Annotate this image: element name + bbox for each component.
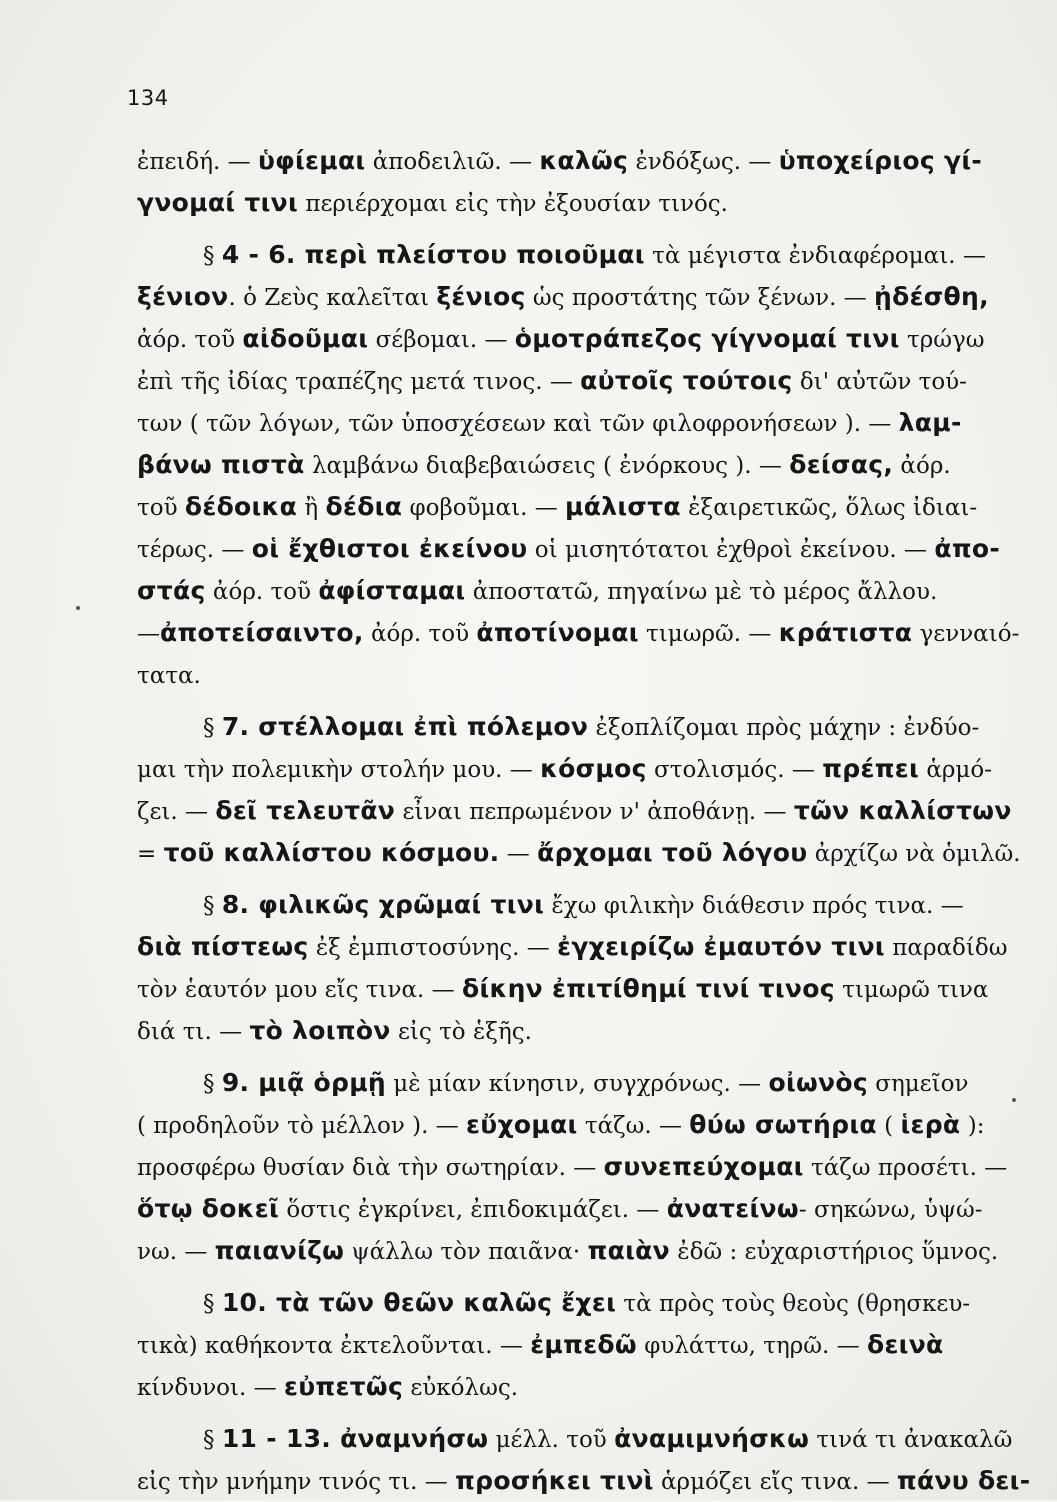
- headword: ὅτῳ δοκεῖ: [137, 1194, 280, 1223]
- gloss-text: τὰ μέγιστα ἐνδιαφέρομαι. —: [644, 243, 986, 269]
- headword: μάλιστα: [565, 492, 681, 521]
- headword: πρέπει: [822, 754, 920, 783]
- gloss-text: τικὰ) καθήκοντα ἐκτελοῦνται. —: [137, 1333, 531, 1359]
- gloss-text: φυλάττω, τηρῶ. —: [636, 1333, 867, 1359]
- gloss-text: ( προδηλοῦν τὸ μέλλον ). —: [137, 1113, 467, 1139]
- headword: ὁμοτράπεζος γίγνομαί τινι: [514, 324, 900, 353]
- headword: αὐτοῖς τούτοις: [580, 366, 793, 395]
- text-line: [137, 1460, 1037, 1502]
- gloss-text: ἁρμό-: [919, 757, 992, 783]
- text-line: [137, 182, 1037, 224]
- gloss-text: σέβομαι. —: [368, 327, 515, 353]
- headword: ἀποτίνομαι: [476, 618, 639, 647]
- headword: ἱερὰ: [900, 1110, 961, 1139]
- glossary-text-block: [137, 140, 1037, 1502]
- gloss-text: τινά τι ἀνακαλῶ: [809, 1427, 1013, 1453]
- gloss-text: κίνδυνοι. —: [137, 1375, 284, 1401]
- text-line: [137, 486, 1037, 528]
- gloss-text: ἐνδόξως. —: [628, 149, 779, 175]
- headword: 9. μιᾷ ὁρμῇ: [221, 1068, 386, 1097]
- gloss-text: ἀόρ. τοῦ: [205, 579, 319, 605]
- section-start-line: [137, 1418, 1037, 1460]
- text-line: [137, 926, 1037, 968]
- headword: 11 - 13. ἀναμνήσω: [221, 1424, 489, 1453]
- headword: ἄρχομαι τοῦ λόγου: [537, 838, 808, 867]
- gloss-text: §: [203, 243, 222, 269]
- gloss-text: τρώγω: [899, 327, 985, 353]
- headword: ξένιος: [436, 282, 526, 311]
- headword: γνομαί τινι: [137, 188, 299, 217]
- text-line: [137, 1146, 1037, 1188]
- gloss-text: ἀόρ. τοῦ: [137, 327, 243, 353]
- headword: εὐπετῶς: [283, 1372, 404, 1401]
- headword: στάς: [137, 576, 206, 605]
- gloss-text: εἰς τὴν μνήμην τινός τι. —: [137, 1469, 456, 1495]
- headword: ἀποτείσαιντο,: [160, 618, 364, 647]
- headword: διὰ πίστεως: [137, 932, 309, 961]
- gloss-text: τέρως. —: [137, 537, 252, 563]
- headword: ὑφίεμαι: [257, 146, 366, 175]
- headword: κόσμος: [540, 754, 647, 783]
- headword: ἀπο-: [934, 534, 1001, 563]
- text-line: [137, 1010, 1037, 1052]
- headword: ἀφίσταμαι: [318, 576, 466, 605]
- gloss-text: εἶναι πεπρωμένον ν' ἀποθάνῃ. —: [395, 799, 794, 825]
- print-speck: [1012, 1098, 1016, 1102]
- text-line: [137, 832, 1037, 874]
- gloss-text: τὸν ἑαυτόν μου εἴς τινα. —: [137, 977, 462, 1003]
- gloss-text: φοβοῦμαι. —: [402, 495, 566, 521]
- headword: οἰωνὸς: [768, 1068, 868, 1097]
- gloss-text: εὐκόλως.: [403, 1375, 519, 1401]
- text-line: [137, 1230, 1037, 1272]
- gloss-text: ἐξαιρετικῶς, ὅλως ἰδιαι-: [680, 495, 978, 521]
- section-start-line: [137, 1062, 1037, 1104]
- gloss-text: λαμβάνω διαβεβαιώσεις ( ἐνόρκους ). —: [304, 453, 790, 479]
- headword: τὸ λοιπὸν: [249, 1016, 391, 1045]
- text-line: [137, 612, 1037, 654]
- gloss-text: ἔχω φιλικὴν διάθεσιν πρός τινα. —: [544, 893, 964, 919]
- gloss-text: ἀόρ. τοῦ: [363, 621, 477, 647]
- headword: προσήκει τινὶ: [455, 1466, 654, 1495]
- gloss-text: προσφέρω θυσίαν διὰ τὴν σωτηρίαν. —: [137, 1155, 604, 1181]
- gloss-text: ἐξοπλίζομαι πρὸς μάχην : ἐνδύο-: [588, 715, 980, 741]
- gloss-text: . ὁ Ζεὺς καλεῖται: [228, 285, 437, 311]
- gloss-text: ἁρμόζει εἴς τινα. —: [653, 1469, 897, 1495]
- text-line: [137, 276, 1037, 318]
- text-line: [137, 444, 1037, 486]
- headword: αἰδοῦμαι: [242, 324, 369, 353]
- gloss-text: ἢ: [297, 495, 326, 521]
- text-line: [137, 570, 1037, 612]
- gloss-text: ἐδῶ : εὐχαριστήριος ὕμνος.: [669, 1239, 999, 1265]
- headword: ἐγχειρίζω ἐμαυτόν τινι: [557, 932, 885, 961]
- gloss-text: ):: [960, 1113, 985, 1139]
- text-line: [137, 1324, 1037, 1366]
- gloss-text: ἀποστατῶ, πηγαίνω μὲ τὸ μέρος ἄλλου.: [465, 579, 938, 605]
- headword: ξένιον: [137, 282, 229, 311]
- headword: δέδια: [325, 492, 403, 521]
- gloss-text: των ( τῶν λόγων, τῶν ὑποσχέσεων καὶ τῶν φιλοφρονήσεων ). —: [137, 411, 899, 437]
- headword: εὔχομαι: [466, 1110, 578, 1139]
- gloss-text: §: [203, 893, 222, 919]
- gloss-text: μέλλ. τοῦ: [488, 1427, 615, 1453]
- gloss-text: οἱ μισητότατοι ἐχθροὶ ἐκείνου. —: [527, 537, 935, 563]
- text-line: [137, 1104, 1037, 1146]
- gloss-text: - σηκώνω, ὑψώ-: [798, 1197, 983, 1223]
- gloss-text: ζει. —: [137, 799, 216, 825]
- text-line: [137, 402, 1037, 444]
- gloss-text: §: [203, 1071, 222, 1097]
- gloss-text: στολισμός. —: [646, 757, 823, 783]
- gloss-text: ὡς προστάτης τῶν ξένων. —: [525, 285, 874, 311]
- headword: δεῖ τελευτᾶν: [215, 796, 396, 825]
- gloss-text: ἐξ ἐμπιστοσύνης. —: [308, 935, 558, 961]
- gloss-text: (: [876, 1113, 901, 1139]
- headword: ἐμπεδῶ: [530, 1330, 637, 1359]
- gloss-text: ἀρχίζω νὰ ὁμιλῶ.: [807, 841, 1021, 867]
- text-line: [137, 1366, 1037, 1408]
- headword: συνεπεύχομαι: [603, 1152, 804, 1181]
- headword: 7. στέλλομαι ἐπὶ πόλεμον: [221, 712, 589, 741]
- gloss-text: —: [499, 841, 538, 867]
- headword: τῶν καλλίστων: [793, 796, 1012, 825]
- headword: ἀνατείνω: [666, 1194, 799, 1223]
- text-line: [137, 790, 1037, 832]
- headword: πάνυ δει-: [896, 1466, 1031, 1495]
- text-line: [137, 360, 1037, 402]
- headword: οἱ ἔχθιστοι ἐκείνου: [251, 534, 528, 563]
- section-start-line: [137, 706, 1037, 748]
- headword: λαμ-: [898, 408, 962, 437]
- section-start-line: [137, 884, 1037, 926]
- gloss-text: νω. —: [137, 1239, 215, 1265]
- text-line: [137, 318, 1037, 360]
- text-line: [137, 1188, 1037, 1230]
- print-speck: [76, 606, 80, 610]
- gloss-text: μὲ μίαν κίνησιν, συγχρόνως. —: [386, 1071, 769, 1097]
- headword: ἀναμιμνήσκω: [614, 1424, 810, 1453]
- text-line: [137, 528, 1037, 570]
- headword: τοῦ καλλίστου κόσμου.: [163, 838, 500, 867]
- gloss-text: περιέρχομαι εἰς τὴν ἐξουσίαν τινός.: [298, 191, 728, 217]
- gloss-text: —: [137, 621, 160, 647]
- gloss-text: τατα.: [137, 663, 201, 689]
- gloss-text: ἐπειδή. —: [137, 149, 258, 175]
- gloss-text: §: [203, 1427, 222, 1453]
- gloss-text: τιμωρῶ. —: [638, 621, 779, 647]
- headword: δεινὰ: [866, 1330, 944, 1359]
- headword: δείσας,: [789, 450, 894, 479]
- headword: θύω σωτήρια: [689, 1110, 877, 1139]
- headword: δίκην ἐπιτίθημί τινί τινος: [462, 974, 835, 1003]
- gloss-text: §: [203, 1291, 222, 1317]
- text-line: [137, 748, 1037, 790]
- headword: ὑποχείριος γί-: [778, 146, 983, 175]
- gloss-text: ἀποδειλιῶ. —: [365, 149, 540, 175]
- gloss-text: δι' αὐτῶν τού-: [792, 369, 967, 395]
- gloss-text: τάζω προσέτι. —: [803, 1155, 1008, 1181]
- gloss-text: σημεῖον: [867, 1071, 969, 1097]
- gloss-text: §: [203, 715, 222, 741]
- headword: βάνω πιστὰ: [137, 450, 305, 479]
- gloss-text: διά τι. —: [137, 1019, 250, 1045]
- section-start-line: [137, 234, 1037, 276]
- gloss-text: ὅστις ἐγκρίνει, ἐπιδοκιμάζει. —: [279, 1197, 667, 1223]
- headword: παιανίζω: [214, 1236, 345, 1265]
- gloss-text: παραδίδω: [884, 935, 1008, 961]
- headword: 4 - 6. περὶ πλείστου ποιοῦμαι: [221, 240, 645, 269]
- headword: κράτιστα: [778, 618, 913, 647]
- gloss-text: εἰς τὸ ἑξῆς.: [390, 1019, 532, 1045]
- gloss-text: ἐπὶ τῆς ἰδίας τραπέζης μετά τινος. —: [137, 369, 581, 395]
- gloss-text: μαι τὴν πολεμικὴν στολήν μου. —: [137, 757, 541, 783]
- headword: ᾐδέσθη,: [874, 282, 989, 311]
- gloss-text: γενναιό-: [912, 621, 1020, 647]
- headword: 8. φιλικῶς χρῶμαί τινι: [221, 890, 545, 919]
- section-start-line: [137, 1282, 1037, 1324]
- gloss-text: ψάλλω τὸν παιᾶνα·: [344, 1239, 588, 1265]
- gloss-text: τὰ πρὸς τοὺς θεοὺς (θρησκευ-: [616, 1291, 971, 1317]
- headword: καλῶς: [539, 146, 629, 175]
- text-line: [137, 968, 1037, 1010]
- gloss-text: τιμωρῶ τινα: [834, 977, 989, 1003]
- gloss-text: τάζω. —: [577, 1113, 690, 1139]
- text-line: [137, 654, 1037, 696]
- gloss-text: τοῦ: [137, 495, 185, 521]
- headword: δέδοικα: [184, 492, 298, 521]
- headword: παιὰν: [587, 1236, 670, 1265]
- gloss-text: =: [137, 841, 164, 867]
- text-line: [137, 140, 1037, 182]
- gloss-text: ἀόρ.: [893, 453, 951, 479]
- page-number: 134: [127, 86, 169, 110]
- headword: 10. τὰ τῶν θεῶν καλῶς ἔχει: [221, 1288, 617, 1317]
